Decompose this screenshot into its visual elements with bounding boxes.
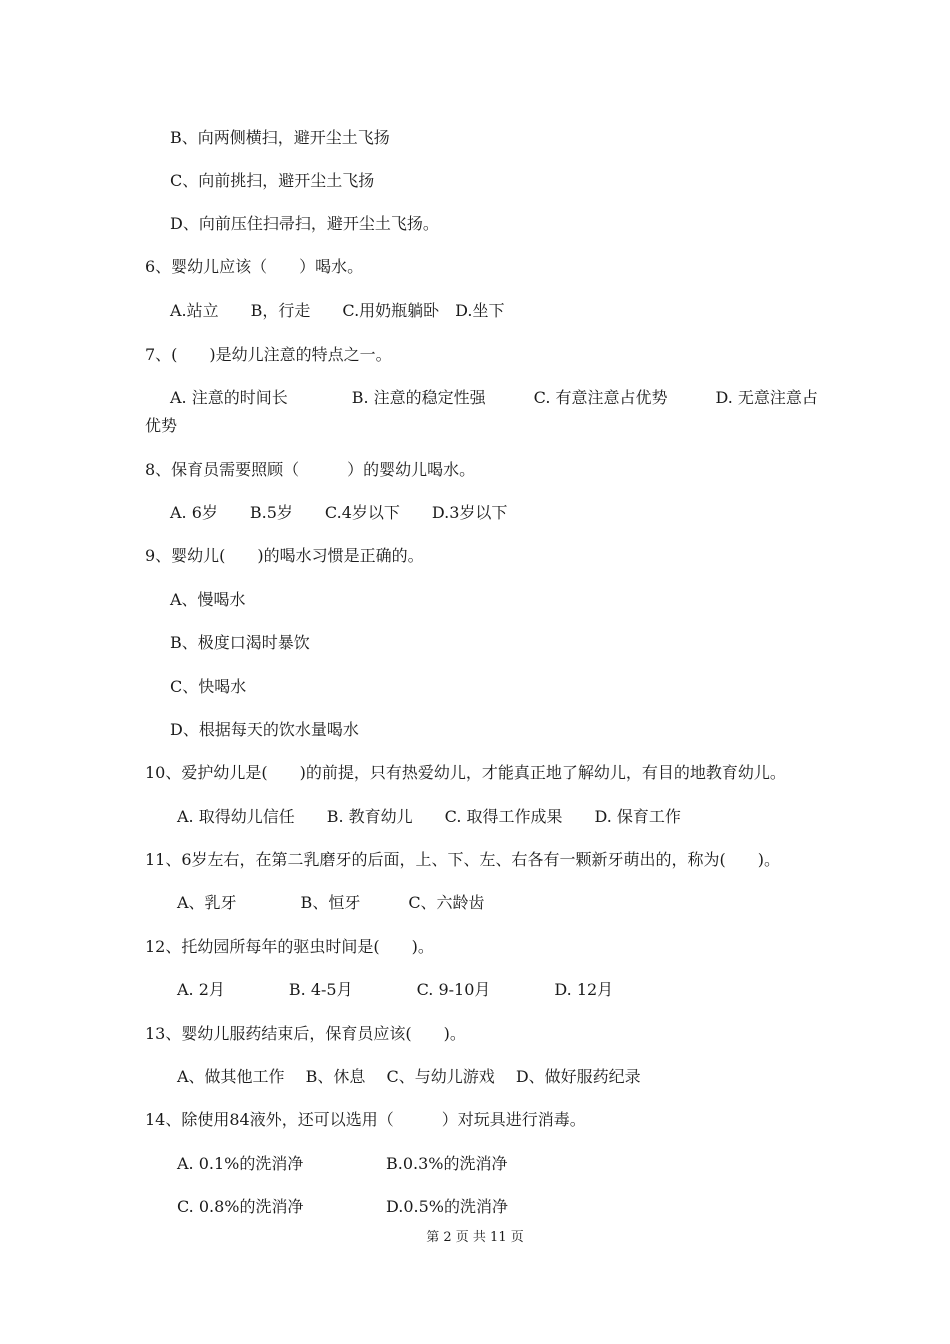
question-6: 6、婴幼儿应该（ ）喝水。: [145, 257, 364, 276]
page-footer: 第 2 页 共 11 页: [426, 1230, 524, 1245]
q8-options: A. 6岁 B.5岁 C.4岁以下 D.3岁以下: [170, 503, 508, 522]
q5-option-c: C、向前挑扫，避开尘土飞扬: [170, 171, 375, 190]
q12-options: A. 2月 B. 4-5月 C. 9-10月 D. 12月: [177, 980, 614, 999]
question-14: 14、除使用84液外，还可以选用（ ）对玩具进行消毒。: [145, 1110, 586, 1129]
question-10: 10、爱护幼儿是( )的前提，只有热爱幼儿，才能真正地了解幼儿，有目的地教育幼儿。: [145, 763, 786, 782]
q9-option-a: A、慢喝水: [170, 590, 246, 609]
q14-option-d: D.0.5%的洗消净: [386, 1197, 508, 1216]
question-9: 9、婴幼儿( )的喝水习惯是正确的。: [145, 546, 424, 565]
q10-options: A. 取得幼儿信任 B. 教育幼儿 C. 取得工作成果 D. 保育工作: [177, 807, 681, 826]
q11-options: A、乳牙 B、恒牙 C、六龄齿: [177, 893, 485, 912]
q14-option-b: B.0.3%的洗消净: [386, 1154, 508, 1173]
q5-option-b: B、向两侧横扫，避开尘土飞扬: [170, 128, 390, 147]
question-12: 12、托幼园所每年的驱虫时间是( )。: [145, 937, 434, 956]
q7-options: A. 注意的时间长 B. 注意的稳定性强 C. 有意注意占优势 D. 无意注意占: [170, 388, 818, 407]
q9-option-b: B、极度口渴时暴饮: [170, 633, 310, 652]
question-7: 7、( )是幼儿注意的特点之一。: [145, 345, 392, 364]
question-13: 13、婴幼儿服药结束后，保育员应该( )。: [145, 1024, 466, 1043]
question-8: 8、保育员需要照顾（ ）的婴幼儿喝水。: [145, 460, 476, 479]
q6-options: A.站立 B，行走 C.用奶瓶躺卧 D.坐下: [170, 301, 505, 320]
question-11: 11、6岁左右，在第二乳磨牙的后面，上、下、左、右各有一颗新牙萌出的，称为( )。: [145, 850, 781, 869]
q7-options-continued: 优势: [145, 416, 178, 435]
q9-option-d: D、根据每天的饮水量喝水: [170, 720, 359, 739]
q14-option-c: C. 0.8%的洗消净: [177, 1197, 304, 1216]
q5-option-d: D、向前压住扫帚扫，避开尘土飞扬。: [170, 214, 439, 233]
q14-option-a: A. 0.1%的洗消净: [177, 1154, 304, 1173]
q9-option-c: C、快喝水: [170, 677, 247, 696]
q13-options: A、做其他工作 B、休息 C、与幼儿游戏 D、做好服药纪录: [177, 1067, 641, 1086]
